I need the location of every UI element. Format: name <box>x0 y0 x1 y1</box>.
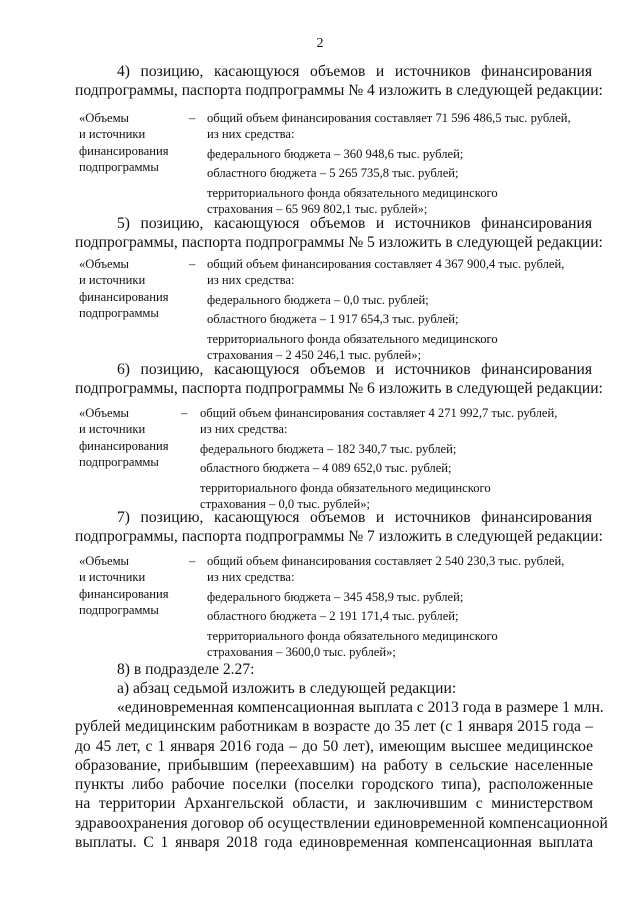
intro-line: 7) позицию, касающуюся объемов и источников финансирования <box>117 509 592 526</box>
value-line: общий объем финансирования составляет 4 271 992,7 тыс. рублей, <box>200 406 558 420</box>
value-line: из них средства: <box>207 273 295 288</box>
value-line: общий объем финансирования составляет 2 540 230,3 тыс. рублей, <box>207 554 565 568</box>
value-line: территориального фонда обязательного медицинского <box>207 628 498 643</box>
body-line: выплаты. С 1 января 2018 года единовременная компенсационная выплата <box>75 834 593 852</box>
financing-values <box>207 110 571 217</box>
section-8-subheading: а) абзац седьмой изложить в следующей редакции: <box>117 680 457 697</box>
passport-label <box>79 553 189 619</box>
body-line: образование, прибывшим (переехавшим) на работу в сельские населенные <box>75 756 593 774</box>
value-line: территориального фонда обязательного медицинского <box>207 331 498 346</box>
item-7-intro <box>75 508 603 546</box>
page-number: 2 <box>316 36 324 51</box>
label-line: и источники <box>79 422 146 437</box>
label-line: «Объемы <box>79 554 130 568</box>
financing-values <box>200 405 557 512</box>
value-line: страхования – 0,0 тыс. рублей»; <box>200 497 370 512</box>
body-line: на территории Архангельской области, и заключившим с министерством <box>75 795 593 813</box>
value-line: из них средства: <box>200 422 288 437</box>
label-line: финансирования <box>79 143 169 158</box>
value-line: территориального фонда обязательного медицинского <box>200 480 491 495</box>
value-line: областного бюджета – 4 089 652,0 тыс. рублей; <box>200 461 452 476</box>
value-line: страхования – 65 969 802,1 тыс. рублей»; <box>207 202 428 217</box>
passport-label <box>79 405 189 471</box>
label-line: финансирования <box>79 438 169 453</box>
value-line: территориального фонда обязательного медицинского <box>207 185 498 200</box>
label-line: «Объемы <box>79 257 130 271</box>
value-line: областного бюджета – 5 265 735,8 тыс. рублей; <box>207 166 459 181</box>
intro-line: подпрограммы, паспорта подпрограммы № 4 изложить в следующей редакции: <box>75 82 603 99</box>
body-line: рублей медицинским работникам в возрасте до 35 лет (с 1 января 2015 года – <box>75 718 593 736</box>
label-line: «Объемы <box>79 111 130 125</box>
intro-line: 6) позицию, касающуюся объемов и источников финансирования <box>117 361 592 378</box>
value-line: общий объем финансирования составляет 4 367 900,4 тыс. рублей, <box>207 257 565 271</box>
label-line: подпрограммы <box>79 455 159 470</box>
label-line: и источники <box>79 273 146 288</box>
label-line: и источники <box>79 127 146 142</box>
value-line: федерального бюджета – 0,0 тыс. рублей; <box>207 292 429 307</box>
value-line: областного бюджета – 2 191 171,4 тыс. рублей; <box>207 609 459 624</box>
item-5-intro <box>75 214 603 252</box>
value-line: областного бюджета – 1 917 654,3 тыс. рублей; <box>207 312 459 327</box>
intro-line: подпрограммы, паспорта подпрограммы № 5 изложить в следующей редакции: <box>75 234 603 251</box>
intro-line: 5) позицию, касающуюся объемов и источников финансирования <box>117 215 592 232</box>
value-line: страхования – 2 450 246,1 тыс. рублей»; <box>207 348 422 363</box>
passport-label <box>79 256 189 322</box>
passport-label <box>79 110 189 176</box>
dash: – <box>189 111 196 125</box>
label-line: финансирования <box>79 289 169 304</box>
section-8-heading: 8) в подразделе 2.27: <box>117 661 255 678</box>
body-line: пункты либо рабочие поселки (поселки городского типа), расположенные <box>75 776 593 794</box>
financing-values <box>207 553 564 660</box>
value-line: общий объем финансирования составляет 71 596 486,5 тыс. рублей, <box>207 111 571 125</box>
intro-line: подпрограммы, паспорта подпрограммы № 6 изложить в следующей редакции: <box>75 380 603 397</box>
body-line: до 45 лет, с 1 января 2016 года – до 50 лет), имеющим высшее медицинское <box>75 737 593 755</box>
intro-line: подпрограммы, паспорта подпрограммы № 7 изложить в следующей редакции: <box>75 528 603 545</box>
value-line: федерального бюджета – 360 948,6 тыс. рублей; <box>207 146 464 161</box>
body-line: здравоохранения договор об осуществлении единовременной компенсационной <box>75 814 608 832</box>
financing-values <box>207 256 564 363</box>
section-8-body <box>75 698 608 852</box>
value-line: федерального бюджета – 345 458,9 тыс. рублей; <box>207 589 464 604</box>
dash: – <box>181 406 188 420</box>
intro-line: 4) позицию, касающуюся объемов и источников финансирования <box>117 63 592 80</box>
label-line: финансирования <box>79 586 169 601</box>
value-line: из них средства: <box>207 570 295 585</box>
label-line: подпрограммы <box>79 603 159 618</box>
label-line: подпрограммы <box>79 306 159 321</box>
item-6-intro <box>75 360 603 398</box>
value-line: страхования – 3600,0 тыс. рублей»; <box>207 645 396 660</box>
label-line: подпрограммы <box>79 160 159 175</box>
dash: – <box>189 257 196 271</box>
body-line: «единовременная компенсационная выплата с 2013 года в размере 1 млн. <box>117 699 604 716</box>
dash: – <box>189 554 196 568</box>
value-line: из них средства: <box>207 127 295 142</box>
label-line: «Объемы <box>79 406 130 420</box>
label-line: и источники <box>79 570 146 585</box>
item-4-intro <box>75 62 603 100</box>
value-line: федерального бюджета – 182 340,7 тыс. рублей; <box>200 441 457 456</box>
